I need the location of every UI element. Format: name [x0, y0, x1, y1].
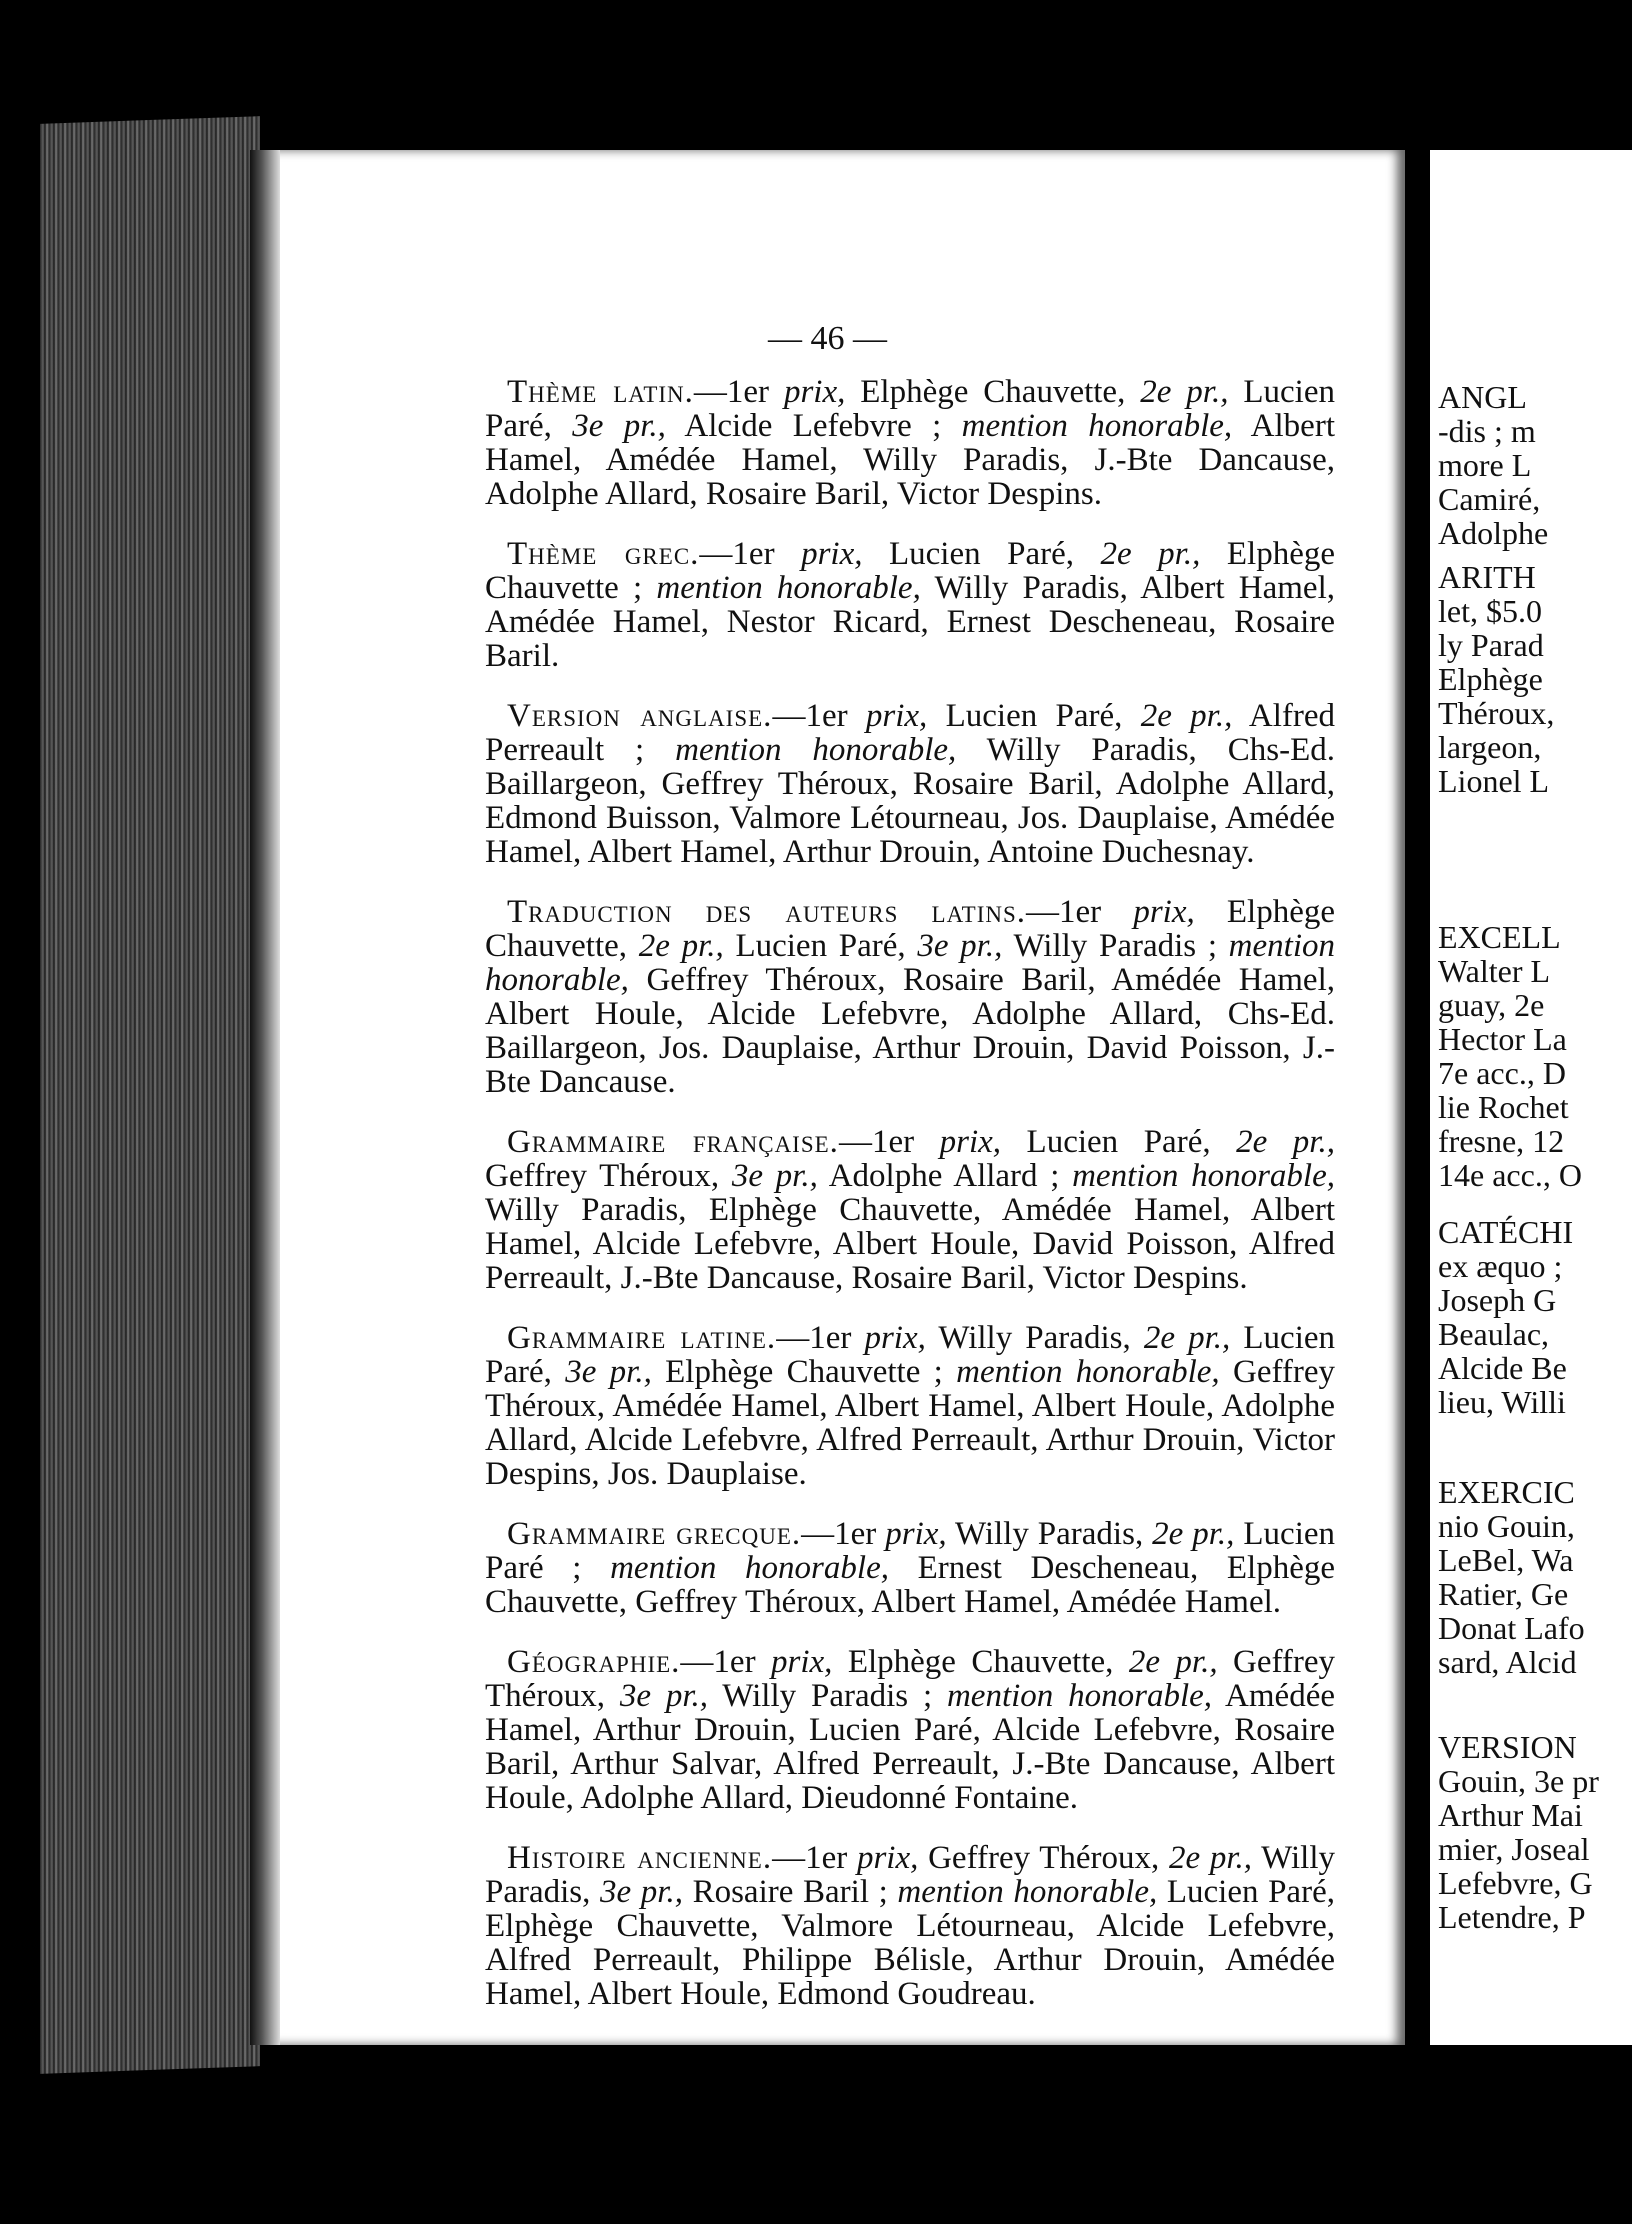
entry-text: Geffrey Théroux, — [485, 1644, 1335, 1714]
right-line: mier, Joseal — [1438, 1831, 1590, 1867]
right-line: sard, Alcid — [1438, 1644, 1577, 1680]
entry-italic: 3e pr., — [600, 1874, 683, 1910]
right-line: fresne, 12 — [1438, 1123, 1565, 1159]
entry-text: Geffrey Théroux, — [485, 1158, 732, 1194]
entry-text: Willy Paradis, — [485, 1840, 1335, 1910]
entry-text: —1er — [1026, 894, 1134, 930]
entry-text: —1er — [772, 1840, 857, 1876]
entry-italic: mention honorable, — [946, 1678, 1213, 1714]
prize-entry-grammaire-grecque — [485, 1517, 1335, 1619]
entry-text: Ernest Descheneau, Elphège Chauvette, Geffrey Théroux, Albert Hamel, Amédée Hamel. — [485, 1550, 1335, 1620]
right-line: Donat Lafo — [1438, 1610, 1585, 1646]
right-line: ex æquo ; — [1438, 1248, 1563, 1284]
page-gutter-shadow — [250, 150, 280, 2045]
entry-italic: 3e pr., — [619, 1678, 709, 1714]
entry-heading: Thème grec. — [507, 536, 700, 572]
right-line: ARITH — [1438, 559, 1536, 595]
entry-italic: prix, — [783, 374, 846, 410]
right-line: Ratier, Ge — [1438, 1576, 1569, 1612]
right-line: Elphège — [1438, 661, 1543, 697]
right-line: EXERCIC — [1438, 1474, 1575, 1510]
entry-italic: prix, — [856, 1840, 919, 1876]
entry-text: Lucien Paré, — [927, 698, 1141, 734]
entry-italic: prix, — [770, 1644, 833, 1680]
entry-italic: mention honorable, — [656, 570, 921, 606]
right-line: guay, 2e — [1438, 987, 1545, 1023]
entry-italic: 2e pr., — [1140, 374, 1229, 410]
right-line: Adolphe — [1438, 515, 1549, 551]
left-page — [250, 150, 1405, 2045]
right-line: Gouin, 3e pr — [1438, 1763, 1599, 1799]
entry-text: Adolphe Allard ; — [817, 1158, 1073, 1194]
entry-text: Rosaire Baril ; — [682, 1874, 898, 1910]
right-line: EXCELL — [1438, 919, 1561, 955]
entry-text: —1er — [680, 1644, 771, 1680]
entry-italic: 2e pr., — [1143, 1320, 1231, 1356]
entry-italic: prix, — [1133, 894, 1195, 930]
prize-entry-geographie — [485, 1645, 1335, 1815]
right-line: LeBel, Wa — [1438, 1542, 1574, 1578]
entry-text: Lucien Paré, — [1001, 1124, 1237, 1160]
prize-entry-grammaire-latine — [485, 1321, 1335, 1491]
entry-italic: mention honorable, — [675, 732, 957, 768]
entry-text: Geffrey Théroux, Rosaire Baril, Amédée Hamel, Albert Houle, Alcide Lefebvre, Adolphe Allard, Chs-Ed. Baillargeon, Jos. Dauplaise, Arthur Drouin, David Poisson, J.-Bte Dancause. — [485, 962, 1335, 1100]
entry-text: Willy Paradis, Albert Hamel, Amédée Hamel, Nestor Ricard, Ernest Descheneau, Rosaire Baril. — [485, 570, 1335, 674]
page-number: — 46 — — [768, 320, 887, 357]
right-block-version — [1438, 1730, 1632, 1934]
entry-text: Lucien Paré ; — [485, 1516, 1336, 1586]
prize-entry-theme-latin — [485, 375, 1335, 511]
right-line: Camiré, — [1438, 481, 1541, 517]
entry-text: Elphège Chauvette ; — [651, 1354, 957, 1390]
right-line: Arthur Mai — [1438, 1797, 1583, 1833]
entry-italic: prix, — [865, 698, 928, 734]
entry-text: —1er — [693, 374, 784, 410]
right-line: nio Gouin, — [1438, 1508, 1575, 1544]
entry-italic: prix, — [801, 536, 863, 572]
right-line: lieu, Willi — [1438, 1384, 1566, 1420]
entry-italic: 2e pr., — [1128, 1644, 1218, 1680]
entry-heading: Géographie. — [507, 1644, 681, 1680]
entry-text: Amédée Hamel, Arthur Drouin, Lucien Paré, Alcide Lefebvre, Rosaire Baril, Arthur Salvar, Alfred Perreault, J.-Bte Dancause, Albert Houle, Adolphe Allard, Dieudonné Fontaine. — [485, 1678, 1335, 1816]
entry-text: Willy Paradis, — [946, 1516, 1153, 1552]
right-block-angl — [1438, 380, 1632, 550]
entry-italic: mention honorable, — [956, 1354, 1220, 1390]
right-line: Walter L — [1438, 953, 1551, 989]
entry-text: Elphège Chauvette, — [832, 1644, 1129, 1680]
entry-text: Lucien Paré, — [485, 1320, 1336, 1390]
entry-heading: Traduction des auteurs latins. — [507, 894, 1027, 930]
right-line: CATÉCHI — [1438, 1214, 1574, 1250]
entry-italic: prix, — [864, 1320, 926, 1356]
entry-italic: mention honorable, — [485, 928, 1335, 998]
right-line: Alcide Be — [1438, 1350, 1567, 1386]
entry-italic: mention honorable, — [610, 1550, 889, 1586]
right-block-catechi — [1438, 1215, 1632, 1419]
entry-text: Willy Paradis, Chs-Ed. Baillargeon, Geffrey Théroux, Rosaire Baril, Adolphe Allard, Edmond Buisson, Valmore Létourneau, Jos. Dauplaise, Amédée Hamel, Albert Hamel, Arthur Drouin, Antoine Duchesnay. — [485, 732, 1335, 870]
right-line: 7e acc., D — [1438, 1055, 1566, 1091]
right-line: VERSION — [1438, 1729, 1577, 1765]
right-line: largeon, — [1438, 729, 1542, 765]
entry-italic: 2e pr., — [638, 928, 724, 964]
entry-text: Lucien Paré, Elphège Chauvette, Valmore Létourneau, Alcide Lefebvre, Alfred Perreault, Philippe Bélisle, Arthur Drouin, Amédée Hamel, Albert Houle, Edmond Goudreau. — [485, 1874, 1335, 2012]
entry-text: Willy Paradis ; — [708, 1678, 947, 1714]
right-block-excell — [1438, 920, 1632, 1192]
entry-text: Geffrey Théroux, — [918, 1840, 1169, 1876]
entry-text: —1er — [776, 1320, 865, 1356]
prize-entry-histoire-ancienne — [485, 1841, 1335, 2011]
prize-entry-traduction-auteurs-latins — [485, 895, 1335, 1099]
entry-heading: Grammaire grecque. — [507, 1516, 802, 1552]
prize-entry-grammaire-francaise — [485, 1125, 1335, 1295]
right-line: -dis ; m — [1438, 413, 1536, 449]
entry-italic: 3e pr., — [572, 408, 666, 444]
right-line: ANGL — [1438, 379, 1527, 415]
entry-italic: 2e pr., — [1236, 1124, 1335, 1160]
entry-italic: prix, — [939, 1124, 1002, 1160]
entry-heading: Version anglaise. — [507, 698, 773, 734]
entry-italic: 3e pr., — [917, 928, 1003, 964]
right-line: 14e acc., O — [1438, 1157, 1582, 1193]
entry-text: Lucien Paré, — [485, 374, 1335, 444]
entry-heading: Grammaire française. — [507, 1124, 839, 1160]
entry-italic: mention honorable, — [1072, 1158, 1336, 1194]
entry-italic: 3e pr., — [731, 1158, 818, 1194]
entry-heading: Histoire ancienne. — [507, 1840, 773, 1876]
right-line: Lefebvre, G — [1438, 1865, 1593, 1901]
right-line: Théroux, — [1438, 695, 1555, 731]
book-page-edges — [40, 116, 260, 2074]
right-line: more L — [1438, 447, 1532, 483]
entry-text: —1er — [699, 536, 802, 572]
right-line: Beaulac, — [1438, 1316, 1550, 1352]
right-line: ly Parad — [1438, 627, 1544, 663]
entry-text: —1er — [838, 1124, 940, 1160]
entry-text: Geffrey Théroux, Amédée Hamel, Albert Hamel, Albert Houle, Adolphe Allard, Alcide Lefebvre, Alfred Perreault, Arthur Drouin, Victor Despins, Jos. Dauplaise. — [485, 1354, 1335, 1492]
right-line: lie Rochet — [1438, 1089, 1569, 1125]
entry-text: —1er — [801, 1516, 886, 1552]
entry-italic: mention honorable, — [897, 1874, 1158, 1910]
page-content — [485, 375, 1335, 2037]
prize-entry-theme-grec — [485, 537, 1335, 673]
entry-text: Alcide Lefebvre ; — [665, 408, 962, 444]
entry-italic: prix, — [885, 1516, 947, 1552]
entry-italic: 3e pr., — [565, 1354, 652, 1390]
entry-text: Lucien Paré, — [862, 536, 1101, 572]
right-line: Lionel L — [1438, 763, 1550, 799]
entry-text: Lucien Paré, — [723, 928, 918, 964]
entry-italic: 2e pr., — [1140, 698, 1233, 734]
entry-heading: Grammaire latine. — [507, 1320, 777, 1356]
entry-text: Elphège Chauvette ; — [485, 536, 1335, 606]
right-line: Joseph G — [1438, 1282, 1557, 1318]
entry-text: Willy Paradis ; — [1002, 928, 1229, 964]
entry-italic: 2e pr., — [1168, 1840, 1253, 1876]
entry-text: Elphège Chauvette, — [485, 894, 1336, 964]
entry-italic: 2e pr., — [1152, 1516, 1235, 1552]
entry-heading: Thème latin. — [507, 374, 694, 410]
entry-text: Alfred Perreault ; — [485, 698, 1335, 768]
right-line: let, $5.0 — [1438, 593, 1542, 629]
entry-italic: mention honorable, — [961, 408, 1233, 444]
right-line: Letendre, P — [1438, 1899, 1586, 1935]
entry-text: Albert Hamel, Amédée Hamel, Willy Paradis, J.-Bte Dancause, Adolphe Allard, Rosaire Baril, Victor Despins. — [485, 408, 1335, 512]
entry-italic: 2e pr., — [1100, 536, 1201, 572]
right-block-exercic — [1438, 1475, 1632, 1679]
entry-text: Elphège Chauvette, — [845, 374, 1141, 410]
prize-entry-version-anglaise — [485, 699, 1335, 869]
entry-text: —1er — [772, 698, 866, 734]
right-page-fragment — [1430, 150, 1632, 2045]
entry-text: Willy Paradis, Elphège Chauvette, Amédée Hamel, Albert Hamel, Alcide Lefebvre, Albert Houle, David Poisson, Alfred Perreault, J.-Bte Dancause, Rosaire Baril, Victor Despins. — [485, 1192, 1335, 1296]
right-line: Hector La — [1438, 1021, 1567, 1057]
right-block-arith — [1438, 560, 1632, 798]
entry-text: Willy Paradis, — [925, 1320, 1144, 1356]
